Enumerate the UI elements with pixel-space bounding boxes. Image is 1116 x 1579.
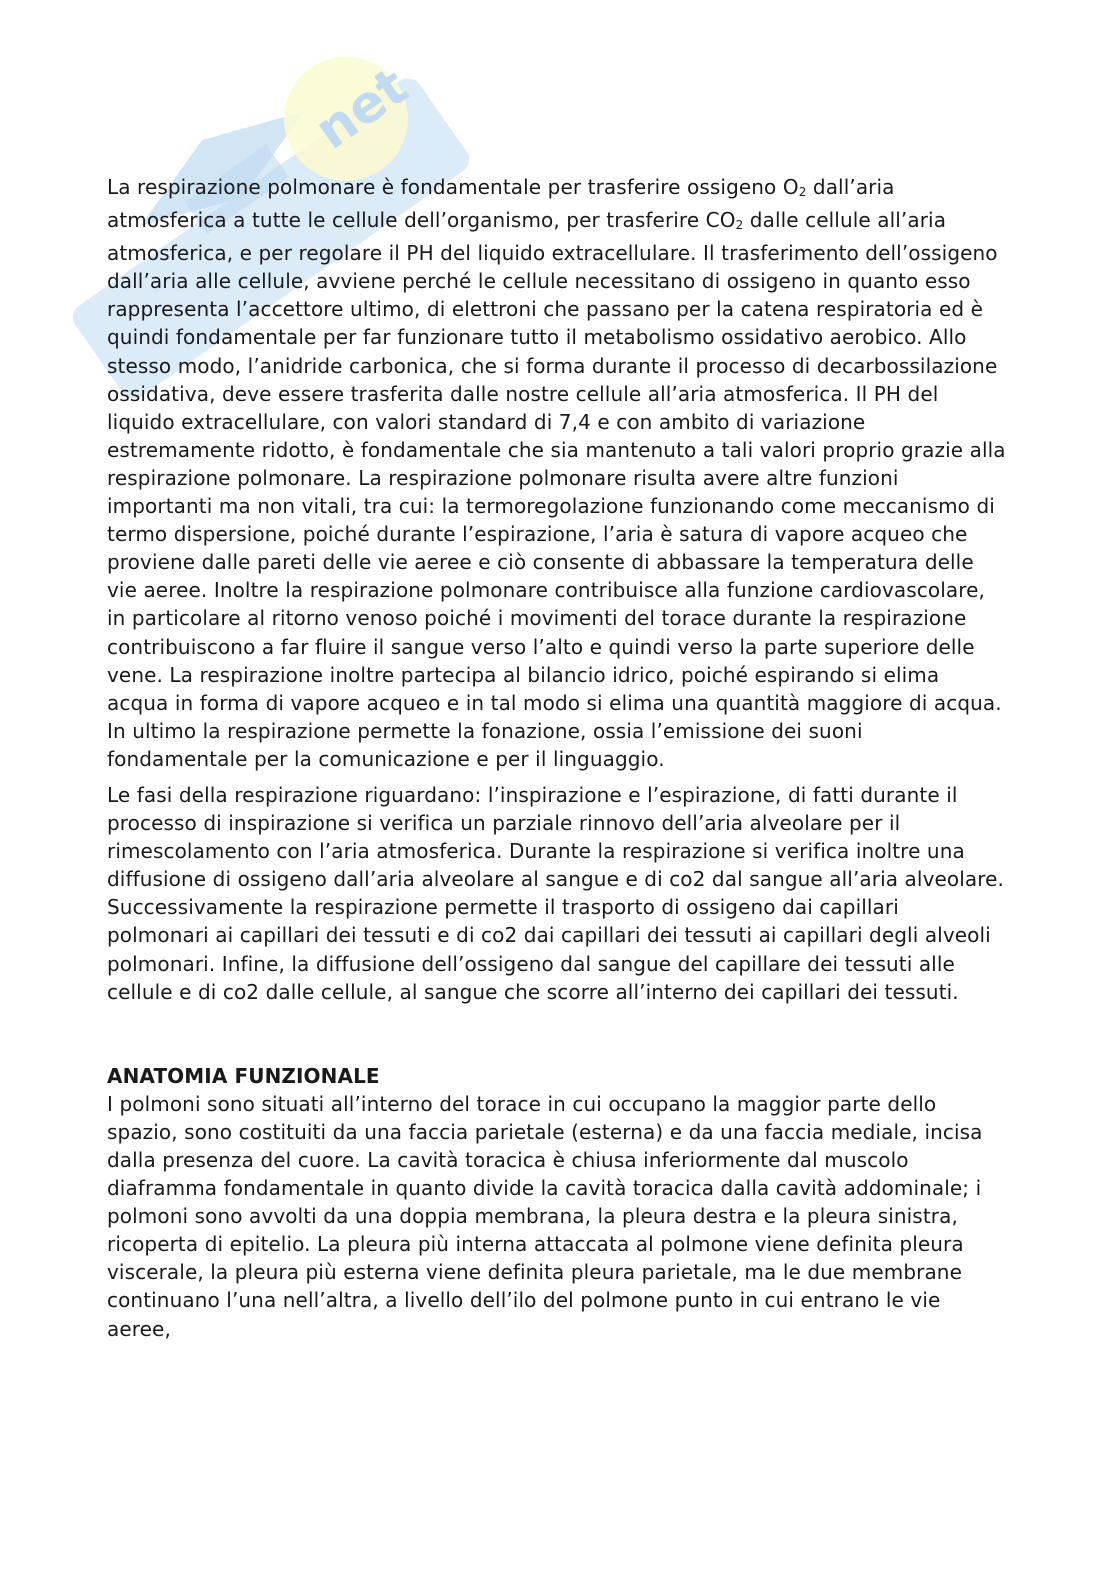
document-body [107,173,1007,1343]
paragraph-intro [107,173,1007,773]
co2-subscript: 2 [735,218,744,233]
paragraph-anatomy: I polmoni sono situati all’interno del torace in cui occupano la maggior parte dello spazio, sono costituiti da una faccia parietale (esterna) e da una faccia mediale, incisa dalla presenza del cuore. La cavità toracica è chiusa inferiormente dal muscolo diaframma fondamentale in quanto divide la cavità toracica dalla cavità addominale; i polmoni sono avvolti da una doppia membrana, la pleura destra e la pleura sinistra, ricoperta di epitelio. La pleura più interna attaccata al polmone viene definita pleura viscerale, la pleura più esterna viene definita pleura parietale, ma le due membrane continuano l’una nell’altra, a livello dell’ilo del polmone punto in cui entrano le vie aeree, [107,1091,983,1341]
watermark-text: net [304,56,419,162]
intro-text-part-2: dall’aria atmosferica a tutte le cellule dell’organismo, per trasferire CO [107,175,895,233]
intro-text-part-1: La respirazione polmonare è fondamentale per trasferire ossigeno O [107,175,799,199]
section-heading: ANATOMIA FUNZIONALE [107,1063,380,1088]
o2-subscript: 2 [798,185,807,199]
intro-text-part-3: dalle cellule all’aria atmosferica, e per regolare il PH del liquido extracellulare. Il trasferimento dell’ossigeno dall’aria alle cellule, avviene perché le cellule necessitano di ossigeno in quanto esso rappresenta l’accettore ultimo, di elettroni che passano per la catena respiratoria ed è quindi fondamentale per far funzionare tutto il metabolismo ossidativo aerobico. Allo stesso modo, l’anidride carbonica, che si forma durante il processo di decarbossilazione ossidativa, deve essere trasferita dalle nostre cellule all’aria atmosferica. Il PH del liquido extracellulare, con valori standard di 7,4 e con ambito di variazione estremamente ridotto, è fondamentale che sia mantenuto a tali valori proprio grazie alla respirazione polmonare. La respirazione polmonare risulta avere altre funzioni importanti ma non vitali, tra cui: la termoregolazione funzionando come meccanismo di termo dispersione, poiché durante l’espirazione, l’aria è satura di vapore acqueo che proviene dalle pareti delle vie aeree e ciò consente di abbassare la temperatura delle vie aeree. Inoltre la respirazione polmonare contribuisce alla funzione cardiovascolare, in particolare al ritorno venoso poiché i movimenti del torace durante la respirazione contribuiscono a far fluire il sangue verso l’alto e quindi verso la parte superiore delle vene. La respirazione inoltre partecipa al bilancio idrico, poiché espirando si elima acqua in forma di vapore acqueo e in tal modo si elima una quantità maggiore di acqua. In ultimo la respirazione permette la fonazione, ossia l’emissione dei suoni fondamentale per la comunicazione e per il linguaggio. [107,208,1006,771]
paragraph-phases: Le fasi della respirazione riguardano: l’inspirazione e l’espirazione, di fatti durante il processo di inspirazione si verifica un parziale rinnovo dell’aria alveolare per il rimescolamento con l’aria atmosferica. Durante la respirazione si verifica inoltre una diffusione di ossigeno dall’aria alveolare al sangue e di co2 dal sangue all’aria alveolare. Successivamente la respirazione permette il trasporto di ossigeno dai capillari polmonari ai capillari dei tessuti e di co2 dai capillari dei tessuti ai capillari degli alveoli polmonari. Infine, la diffusione dell’ossigeno dal sangue del capillare dei tessuti alle cellule e di co2 dalle cellule, al sangue che scorre all’interno dei capillari dei tessuti. [107,782,1005,1004]
